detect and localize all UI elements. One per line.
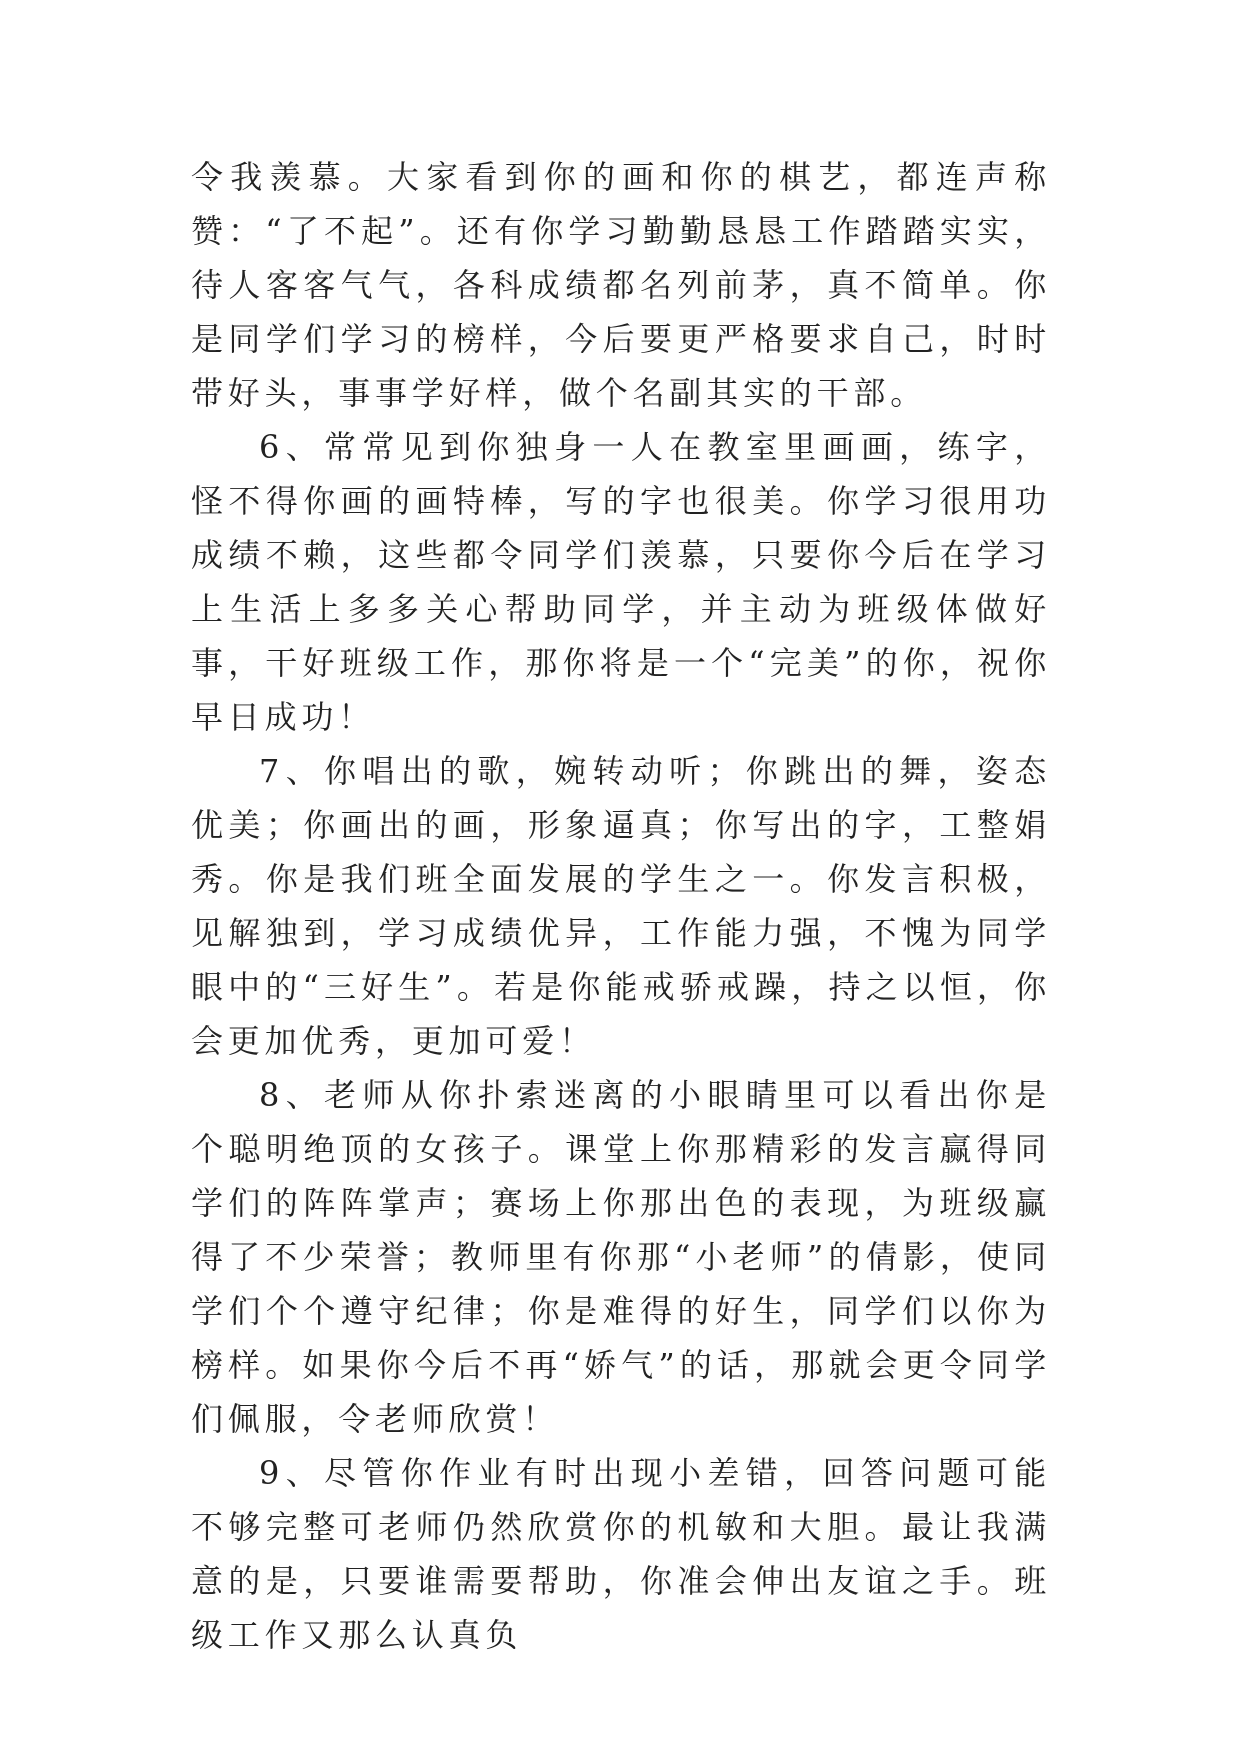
paragraph-continued: 令我羡慕。大家看到你的画和你的棋艺，都连声称赞：“了不起”。还有你学习勤勤恳恳工作踏踏实实，待人客客气气，各科成绩都名列前茅，真不简单。你是同学们学习的榜样，今后要更严格要求自己，时时带好头，事事学好样，做个名副其实的干部。 bbox=[191, 158, 1051, 412]
document-body bbox=[191, 150, 1051, 1662]
paragraph-6: 6、常常见到你独身一人在教室里画画，练字，怪不得你画的画特棒，写的字也很美。你学习很用功成绩不赖，这些都令同学们羡慕，只要你今后在学习上生活上多多关心帮助同学，并主动为班级体做好事，干好班级工作，那你将是一个“完美”的你，祝你早日成功！ bbox=[191, 428, 1051, 736]
paragraph-7: 7、你唱出的歌，婉转动听；你跳出的舞，姿态优美；你画出的画，形象逼真；你写出的字，工整娟秀。你是我们班全面发展的学生之一。你发言积极，见解独到，学习成绩优异，工作能力强，不愧为同学眼中的“三好生”。若是你能戒骄戒躁，持之以恒，你会更加优秀，更加可爱！ bbox=[191, 752, 1051, 1060]
paragraph-8: 8、老师从你扑索迷离的小眼睛里可以看出你是个聪明绝顶的女孩子。课堂上你那精彩的发言赢得同学们的阵阵掌声；赛场上你那出色的表现，为班级赢得了不少荣誉；教师里有你那“小老师”的倩影，使同学们个个遵守纪律；你是难得的好生，同学们以你为榜样。如果你今后不再“娇气”的话，那就会更令同学们佩服，令老师欣赏！ bbox=[191, 1076, 1051, 1438]
paragraph-9: 9、尽管你作业有时出现小差错，回答问题可能不够完整可老师仍然欣赏你的机敏和大胆。最让我满意的是，只要谁需要帮助，你准会伸出友谊之手。班级工作又那么认真负 bbox=[191, 1454, 1051, 1654]
